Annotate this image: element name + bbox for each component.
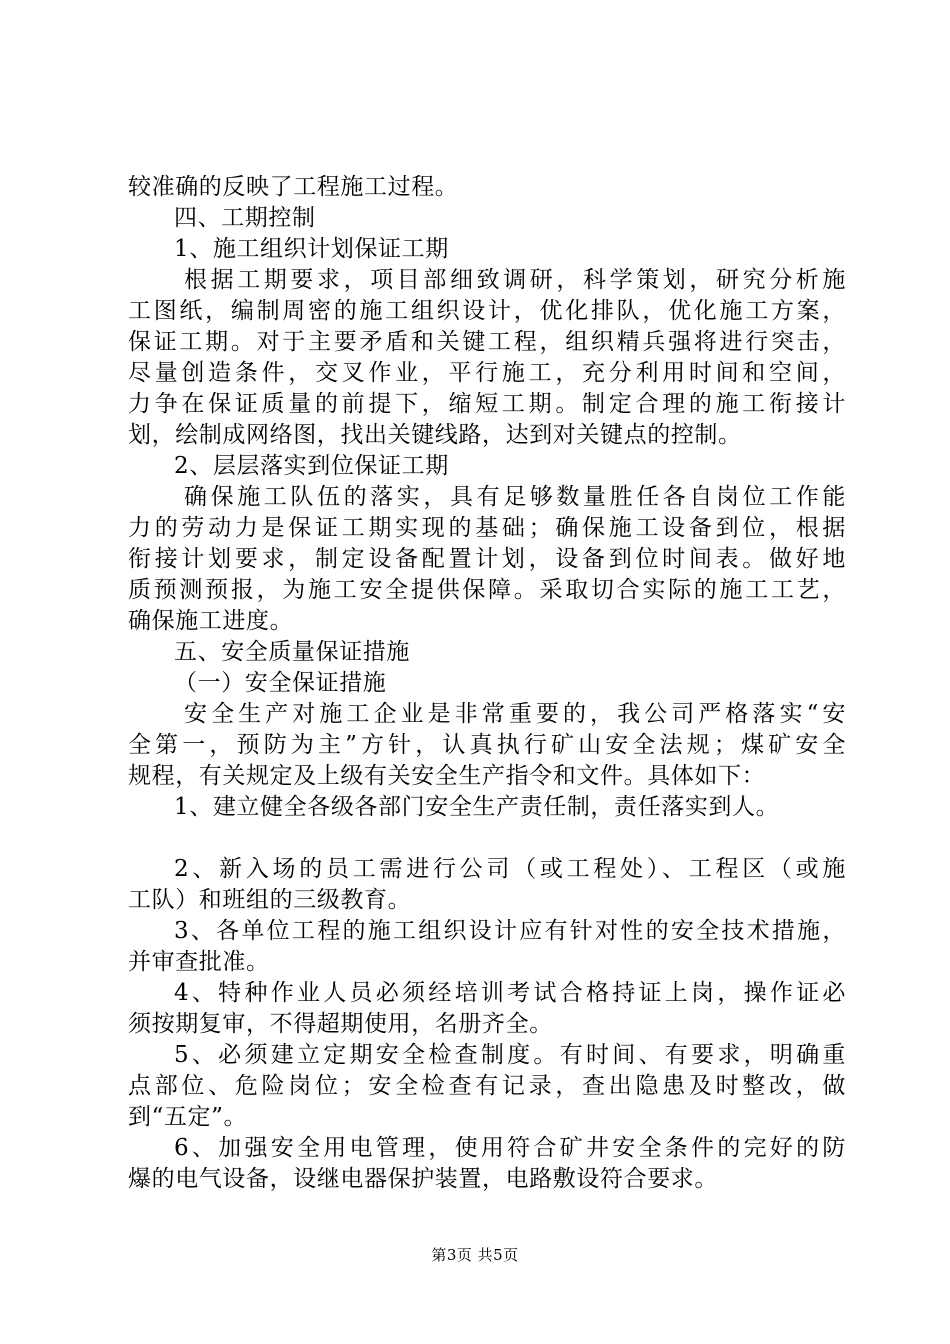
paragraph-line: 质预测预报，为施工安全提供保障。采取切合实际的施工工艺， (128, 577, 846, 603)
paragraph-line: 工图纸，编制周密的施工组织设计，优化排队，优化施工方案， (128, 298, 846, 324)
document-body (128, 172, 846, 1195)
subsection-heading: （一）安全保证措施 (174, 670, 387, 696)
paragraph-line: 安全生产对施工企业是非常重要的，我公司严格落实“安 (184, 701, 846, 727)
list-item: 3、各单位工程的施工组织设计应有针对性的安全技术措施， (174, 918, 846, 944)
paragraph-line: 根据工期要求，项目部细致调研，科学策划，研究分析施 (184, 267, 846, 293)
blank-line (128, 823, 846, 854)
paragraph-line: 须按期复审，不得超期使用，名册齐全。 (128, 1011, 553, 1037)
subsection-heading: 1、施工组织计划保证工期 (174, 236, 449, 262)
list-item: 2、新入场的员工需进行公司（或工程处）、工程区（或施 (174, 856, 846, 882)
page-number-footer: 第3页 共5页 (431, 1246, 519, 1264)
list-item: 5、必须建立定期安全检查制度。有时间、有要求，明确重 (174, 1042, 846, 1068)
paragraph-line: 并审查批准。 (128, 949, 270, 975)
paragraph-line: 尽量创造条件，交叉作业，平行施工，充分利用时间和空间， (128, 360, 846, 386)
subsection-heading: 2、层层落实到位保证工期 (174, 453, 449, 479)
paragraph-line: 规程，有关规定及上级有关安全生产指令和文件。具体如下： (128, 763, 766, 789)
paragraph-line: 确保施工进度。 (128, 608, 294, 634)
paragraph-line: 衔接计划要求，制定设备配置计划，设备到位时间表。做好地 (128, 546, 846, 572)
paragraph-line: 较准确的反映了工程施工过程。 (128, 174, 459, 200)
paragraph-line: 力争在保证质量的前提下，缩短工期。制定合理的施工衔接计 (128, 391, 846, 417)
section-heading: 四、工期控制 (174, 205, 316, 231)
list-item: 1、建立健全各级各部门安全生产责任制，责任落实到人。 (174, 794, 780, 820)
paragraph-line: 划，绘制成网络图，找出关键线路，达到对关键点的控制。 (128, 422, 742, 448)
paragraph-line: 保证工期。对于主要矛盾和关键工程，组织精兵强将进行突击， (128, 329, 846, 355)
list-item: 6、加强安全用电管理，使用符合矿井安全条件的完好的防 (174, 1135, 846, 1161)
section-heading: 五、安全质量保证措施 (174, 639, 410, 665)
paragraph-line: 力的劳动力是保证工期实现的基础；确保施工设备到位，根据 (128, 515, 846, 541)
paragraph-line: 到“五定”。 (128, 1104, 248, 1130)
paragraph-line: 爆的电气设备，设继电器保护装置，电路敷设符合要求。 (128, 1166, 718, 1192)
paragraph-line: 点部位、危险岗位；安全检查有记录，查出隐患及时整改，做 (128, 1073, 846, 1099)
paragraph-line: 工队）和班组的三级教育。 (128, 887, 412, 913)
list-item: 4、特种作业人员必须经培训考试合格持证上岗，操作证必 (174, 980, 846, 1006)
paragraph-line: 全第一，预防为主”方针，认真执行矿山安全法规；煤矿安全 (128, 732, 846, 758)
paragraph-line: 确保施工队伍的落实，具有足够数量胜任各自岗位工作能 (184, 484, 846, 510)
